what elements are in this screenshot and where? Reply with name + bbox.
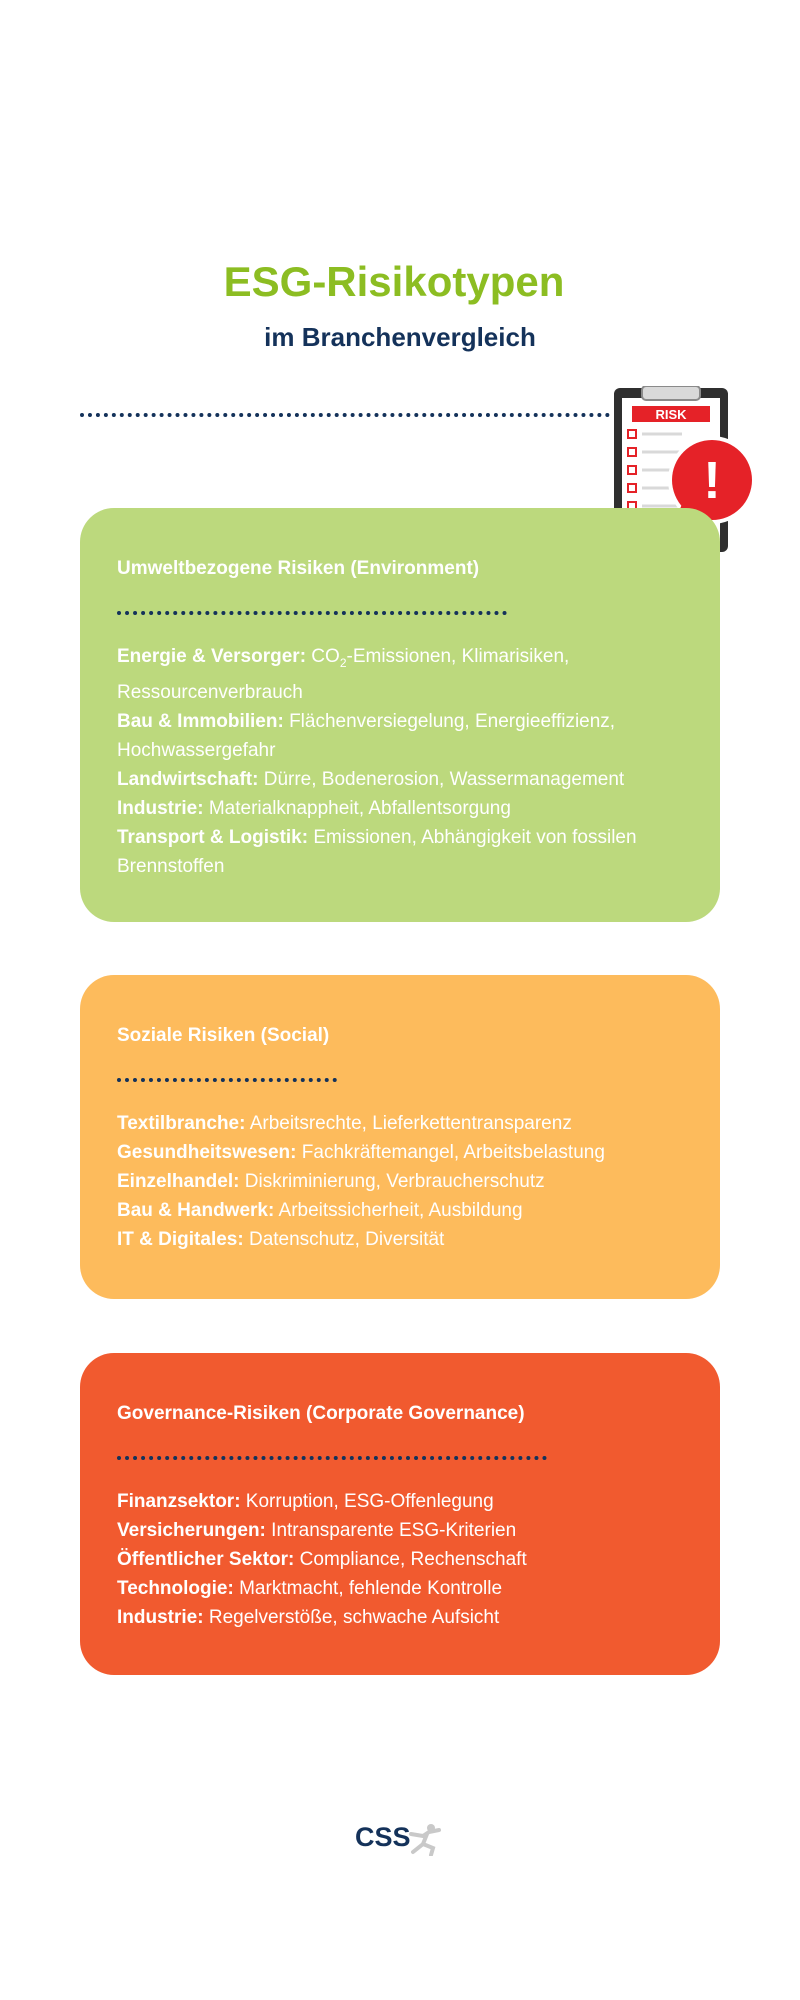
subscript: 2: [339, 655, 347, 670]
risk-text: -Emissionen, Klimarisiken, Ressourcenverbrauch: [117, 646, 570, 703]
risk-text: Korruption, ESG-Offenlegung: [240, 1491, 494, 1512]
css-figure-logo-icon: [407, 1822, 443, 1856]
card-title: Soziale Risiken (Social): [117, 1025, 330, 1046]
logo-text: CSS: [355, 1822, 411, 1852]
list-item: [117, 765, 683, 794]
risk-text: Datenschutz, Diversität: [243, 1229, 445, 1250]
industry-label: Transport & Logistik:: [117, 826, 309, 848]
governance-card: [80, 1353, 720, 1675]
industry-label: Industrie:: [117, 797, 204, 819]
page-subtitle: im Branchenvergleich: [264, 322, 536, 352]
industry-label: Finanzsektor:: [117, 1491, 241, 1512]
industry-label: Industrie:: [117, 1607, 204, 1628]
card-divider: [117, 611, 507, 615]
list-item: [117, 1516, 683, 1545]
list-item: [117, 1167, 683, 1196]
risk-list: [117, 1487, 683, 1632]
industry-label: IT & Digitales:: [117, 1229, 244, 1250]
risk-text: Intransparente ESG-Kriterien: [265, 1520, 517, 1541]
card-title: Governance-Risiken (Corporate Governance): [117, 1403, 525, 1424]
list-item: [117, 1225, 683, 1254]
industry-label: Landwirtschaft:: [117, 768, 259, 790]
industry-label: Textilbranche:: [117, 1113, 246, 1134]
css-logo: [355, 1822, 445, 1856]
risk-list: [117, 1109, 683, 1254]
risk-text: Emissionen, Abhängigkeit von fossilen Brennstoffen: [117, 826, 637, 877]
list-item: [117, 823, 683, 881]
risk-text: Diskriminierung, Verbraucherschutz: [239, 1171, 545, 1192]
list-item: [117, 1487, 683, 1516]
card-divider: [117, 1078, 337, 1082]
industry-label: Einzelhandel:: [117, 1171, 240, 1192]
risk-text: Compliance, Rechenschaft: [294, 1549, 527, 1570]
risk-label: RISK: [655, 407, 687, 422]
list-item: [117, 794, 683, 823]
risk-text: Arbeitsrechte, Lieferkettentransparenz: [245, 1113, 572, 1134]
risk-list: [117, 642, 683, 881]
list-item: [117, 642, 683, 707]
list-item: [117, 1603, 683, 1632]
risk-text: Fachkräftemangel, Arbeitsbelastung: [296, 1142, 605, 1163]
page-title: ESG-Risikotypen: [223, 258, 565, 305]
risk-text: Regelverstöße, schwache Aufsicht: [203, 1607, 500, 1628]
industry-label: Bau & Handwerk:: [117, 1200, 275, 1221]
risk-text: CO: [306, 646, 340, 667]
risk-text: Materialknappheit, Abfallentsorgung: [203, 797, 511, 819]
list-item: [117, 1545, 683, 1574]
risk-text: Dürre, Bodenerosion, Wassermanagement: [258, 768, 625, 790]
list-item: [117, 1196, 683, 1225]
card-divider: [117, 1456, 547, 1460]
card-title: Umweltbezogene Risiken (Environment): [117, 558, 480, 579]
social-card: [80, 975, 720, 1299]
environment-card: [80, 508, 720, 922]
risk-text: Marktmacht, fehlende Kontrolle: [233, 1578, 503, 1599]
industry-label: Bau & Immobilien:: [117, 710, 284, 732]
title-divider: [80, 413, 610, 417]
industry-label: Öffentlicher Sektor:: [117, 1549, 295, 1570]
risk-text: Flächenversiegelung, Energieeffizienz, Hochwassergefahr: [117, 710, 616, 761]
alert-mark: !: [703, 452, 721, 510]
list-item: [117, 707, 683, 765]
industry-label: Energie & Versorger:: [117, 646, 307, 667]
list-item: [117, 1109, 683, 1138]
industry-label: Versicherungen:: [117, 1520, 266, 1541]
industry-label: Technologie:: [117, 1578, 234, 1599]
risk-text: Arbeitssicherheit, Ausbildung: [274, 1200, 523, 1221]
list-item: [117, 1574, 683, 1603]
industry-label: Gesundheitswesen:: [117, 1142, 297, 1163]
list-item: [117, 1138, 683, 1167]
